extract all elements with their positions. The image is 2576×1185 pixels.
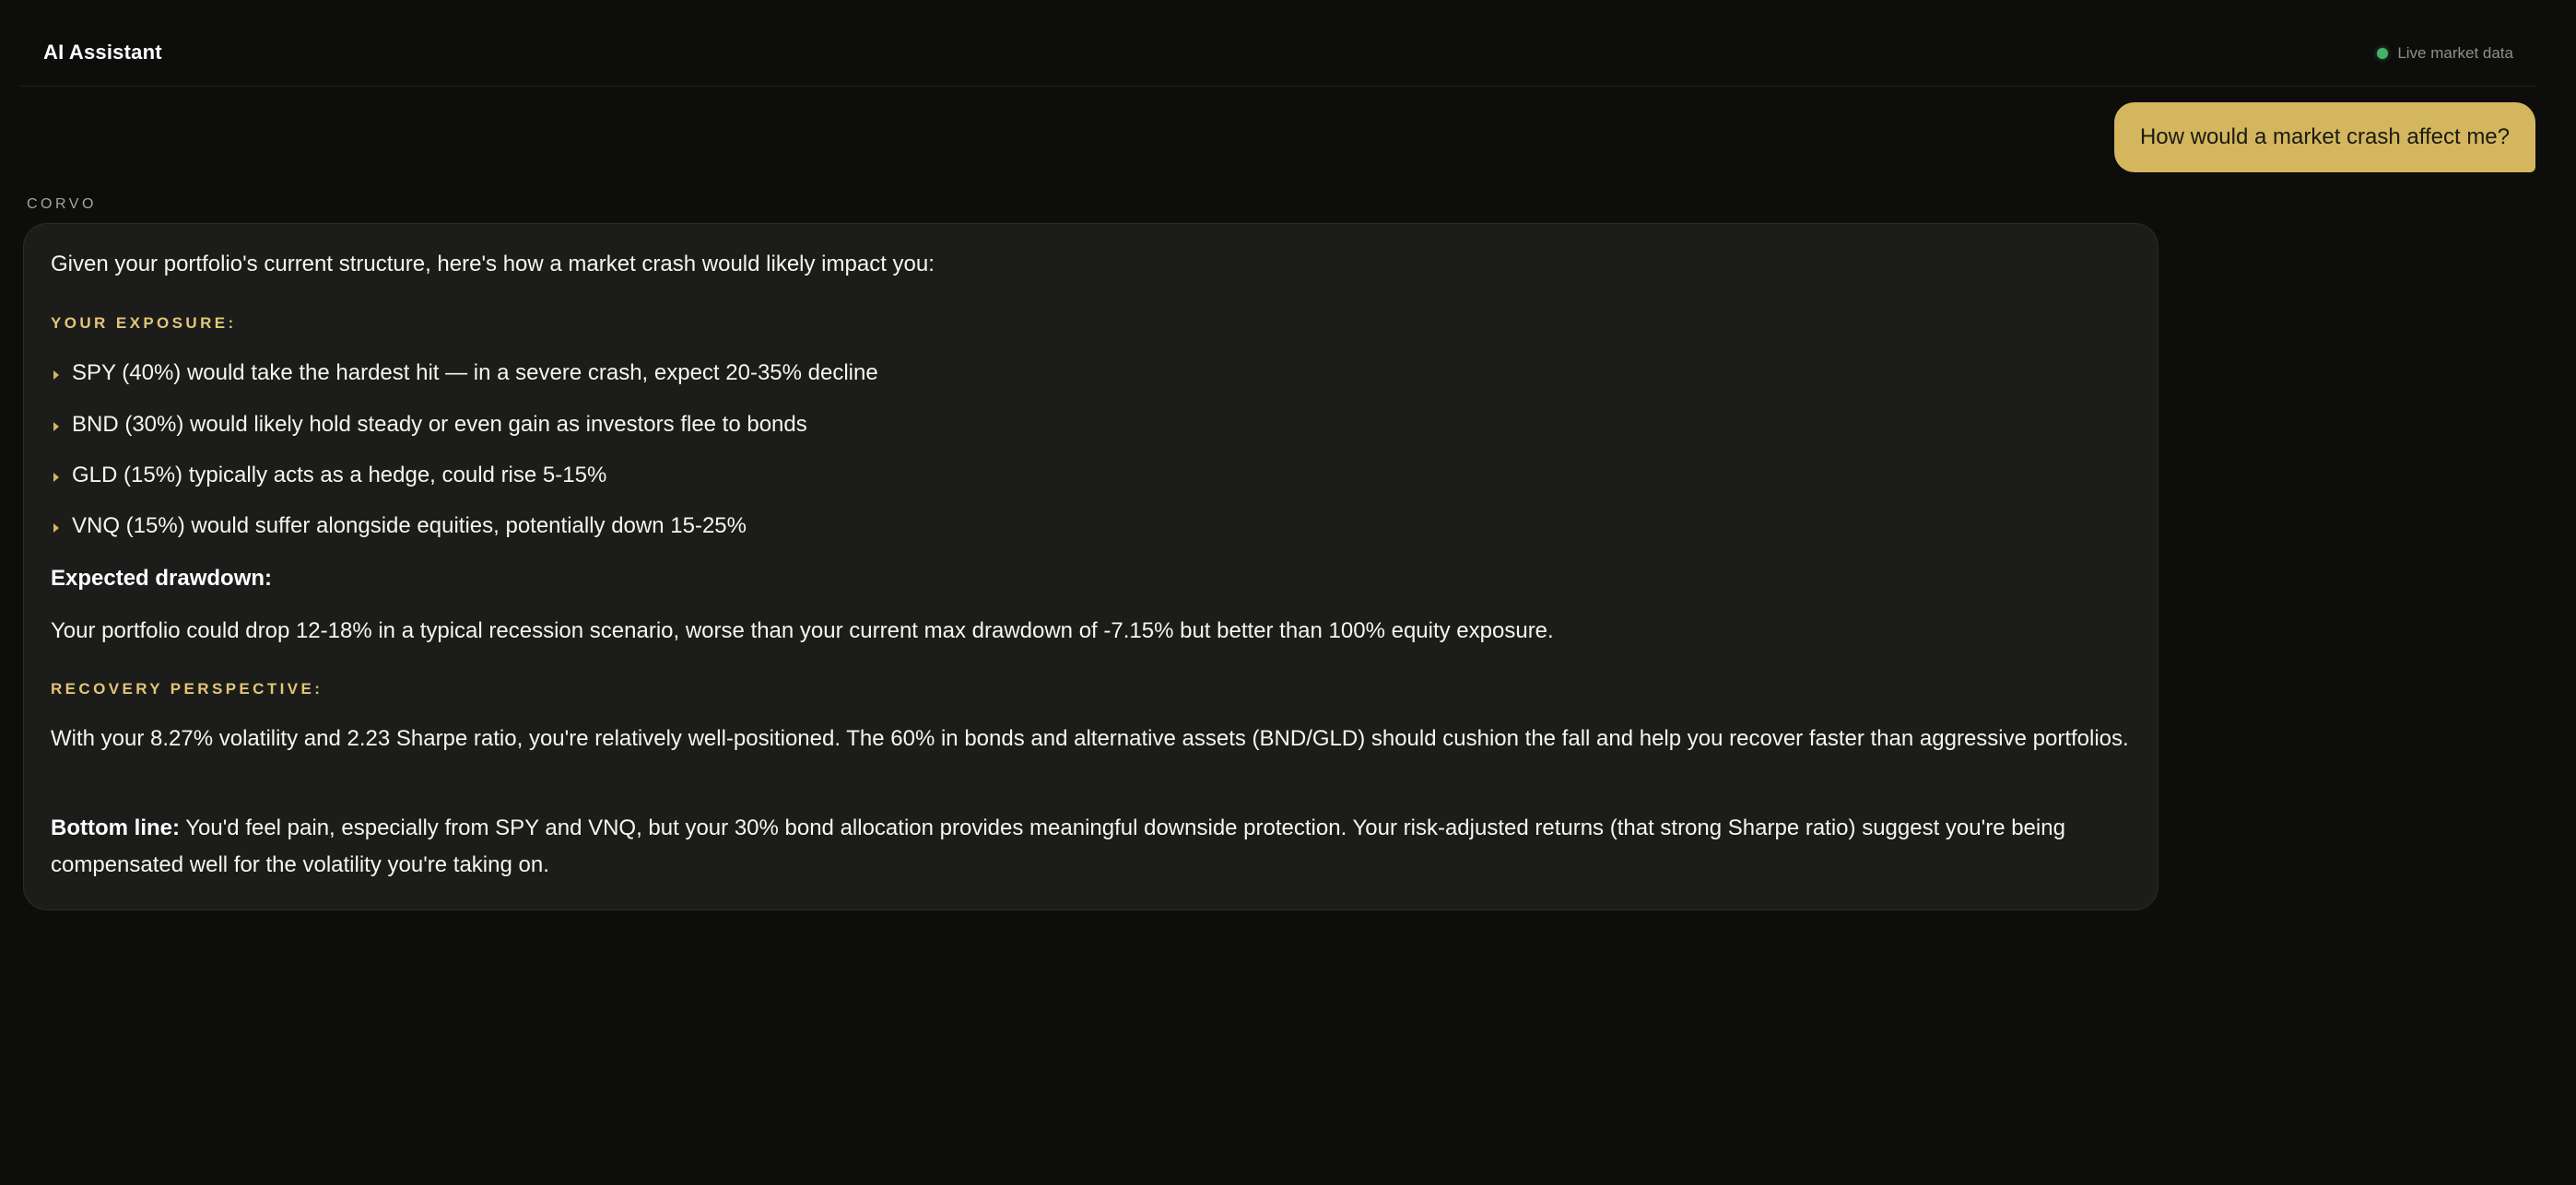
assistant-intro: Given your portfolio's current structure, here's how a market crash would likely impact you:	[51, 252, 935, 276]
drawdown-heading: Expected drawdown:	[51, 566, 273, 591]
list-item	[51, 406, 807, 443]
chevron-right-icon	[53, 523, 59, 533]
chevron-right-icon	[53, 473, 59, 482]
app-title: AI Assistant	[43, 41, 162, 64]
list-item	[51, 355, 878, 392]
list-item	[51, 508, 747, 545]
drawdown-text: Your portfolio could drop 12-18% in a typical recession scenario, worse than your current max drawdown of -7.15% but better than 100% equity exposure.	[51, 618, 1554, 643]
list-item-text: SPY (40%) would take the hardest hit — in a severe crash, expect 20-35% decline	[72, 360, 878, 385]
top-bar	[20, 0, 2536, 87]
list-item-text: VNQ (15%) would suffer alongside equities, potentially down 15-25%	[72, 513, 747, 538]
status-dot-icon	[2377, 48, 2388, 59]
chevron-right-icon	[53, 422, 59, 431]
list-item	[51, 457, 606, 494]
status-text: Live market data	[2397, 44, 2513, 62]
exposure-heading: YOUR EXPOSURE:	[51, 314, 237, 332]
bottom-line-label: Bottom line:	[51, 815, 180, 840]
assistant-message-card	[23, 223, 2158, 910]
user-message-text: How would a market crash affect me?	[2139, 124, 2510, 149]
assistant-sender-label: CORVO	[27, 196, 97, 212]
recovery-text: With your 8.27% volatility and 2.23 Sharpe ratio, you're relatively well-positioned. The 60% in bonds and alternative assets (BND/GLD) should cushion the fall and help you recover faster than aggressive portfolios.	[51, 726, 2129, 751]
recovery-heading: RECOVERY PERSPECTIVE:	[51, 680, 323, 698]
list-item-text: GLD (15%) typically acts as a hedge, could rise 5-15%	[72, 463, 607, 487]
chevron-right-icon	[53, 370, 59, 380]
live-status	[2377, 44, 2513, 63]
list-item-text: BND (30%) would likely hold steady or even gain as investors flee to bonds	[72, 412, 807, 437]
bottom-line-paragraph	[51, 810, 2134, 884]
bottom-line-text: You'd feel pain, especially from SPY and VNQ, but your 30% bond allocation provides meaningful downside protection. Your risk-adjusted returns (that strong Sharpe ratio) suggest you're being compensated well for the volatility you're taking on.	[51, 815, 2065, 877]
user-message-bubble	[2114, 102, 2535, 172]
